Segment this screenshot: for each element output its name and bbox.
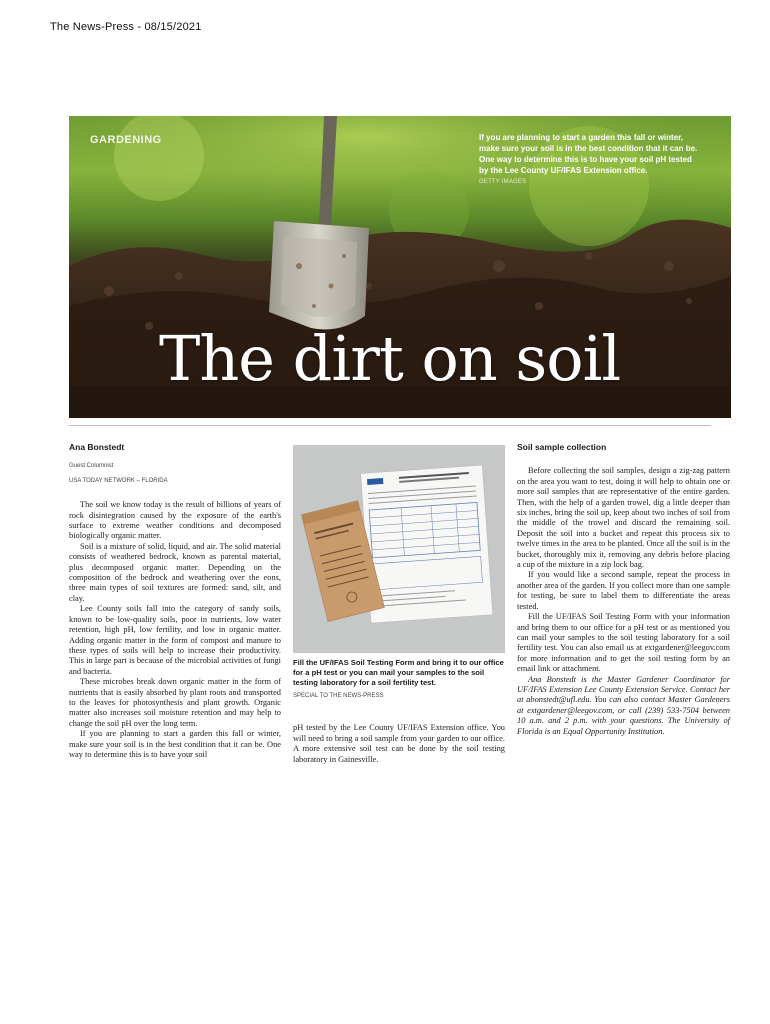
body-paragraph: Fill the UF/IFAS Soil Testing Form with your information and bring them to our office for a pH test or as mentioned you can mail your samples to the soil testing laboratory for a soil fertility test. You can also email us at extgardener@leegov.com for more information and to get the soil testing form by an email link or attachment. (517, 612, 730, 674)
subhead: Soil sample collection (517, 442, 607, 452)
body-paragraph: pH tested by the Lee County UF/IFAS Extension office. You will need to bring a soil sample from your garden to our office. A more extensive soil test can be done by the soil testing laboratory in Gainesville. (293, 723, 505, 764)
section-kicker: GARDENING (90, 134, 162, 146)
masthead: The News-Press - 08/15/2021 (50, 21, 202, 33)
body-paragraph: Lee County soils fall into the category of sandy soils, known to be low-quality soils, poor in nutrients, low water retention, high pH, low fertility, and low in organic matter. Adding organic matter in the form of compost and manure to these types of soils will help to increase their productivity. This in large part is because of the microbial activities of fungi and bacteria. (69, 604, 281, 676)
network-line: USA TODAY NETWORK – FLORIDA (69, 477, 168, 484)
body-paragraph: The soil we know today is the result of billions of years of rock disintegration caused by the exposure of the earth's surface to extreme weather conditions and decomposed biologically organic matter. (69, 500, 281, 541)
author-role: Guest Columnist (69, 463, 114, 470)
photo-credit: SPECIAL TO THE NEWS-PRESS (293, 693, 384, 699)
body-paragraph: Soil is a mixture of solid, liquid, and air. The solid material consists of weathered bedrock, known as parental material, plus decomposed organic matter. Depending on the composition of the bedrock and weathering over the eons, three main types of soil textures are formed: sand, silt, and clay. (69, 541, 281, 603)
soil-test-form-photo (293, 445, 505, 653)
body-paragraph: These microbes break down organic matter in the form of nutrients that is easily absorbed by plant roots and transported to the leaves for photosynthesis and plant growth. Organic matter also increases soil moisture retention and may help to change the soil pH over the long term. (69, 677, 281, 728)
body-paragraph: If you are planning to start a garden this fall or winter, make sure your soil is in the best condition that it can be. One way to determine this is to have your soil (69, 729, 281, 759)
soil-test-form-illustration (293, 445, 505, 653)
photo-caption: Fill the UF/IFAS Soil Testing Form and bring it to our office for a pH test or you can mail your samples to the soil testing laboratory for a soil fertility test. (293, 658, 504, 687)
hero-photo-credit: GETTY IMAGES (479, 179, 527, 185)
hero-caption: If you are planning to start a garden this fall or winter, make sure your soil is in the best condition that it can be. One way to determine this is to have your soil pH tested by the Lee County UF/IFAS Extension office. (479, 133, 698, 175)
headline: The dirt on soil (159, 322, 621, 395)
hero-photo (69, 116, 731, 418)
section-divider (69, 425, 711, 426)
body-paragraph: If you would like a second sample, repeat the process in another area of the garden. If you collect more than one sample for testing, be sure to label them to differentiate the areas tested. (517, 570, 730, 611)
article-column-1 (69, 440, 281, 760)
byline: Ana Bonstedt (69, 442, 125, 452)
article-column-2 (293, 440, 505, 765)
author-bio: Ana Bonstedt is the Master Gardener Coordinator for UF/IFAS Extension Lee County Extension Service. Contact her at abonstedt@ufl.edu. You can also contact Master Gardeners at extgardener@leegov.com, or call (239) 533-7504 between 10 a.m. and 2 p.m. with your questions. The University of Florida is an Equal Opportunity Institution. (517, 674, 730, 736)
body-paragraph: Before collecting the soil samples, design a zig-zag pattern on the area you want to test, doing it will help to obtain one or more soil samples that are representative of the entire garden. Then, with the help of a garden trowel, dig a little deeper than six inches, bring the soil up, keep about two inches of soil from the middle of the trowel and discard the remaining soil. Deposit the soil into a bucket and repeat this process six to twelve times in the area to be planted. Once all the soil is in the bucket, thoroughly mix it, removing any debris before placing a cup of the mixture in a zip lock bag. (517, 466, 730, 570)
article-column-3 (517, 440, 730, 737)
